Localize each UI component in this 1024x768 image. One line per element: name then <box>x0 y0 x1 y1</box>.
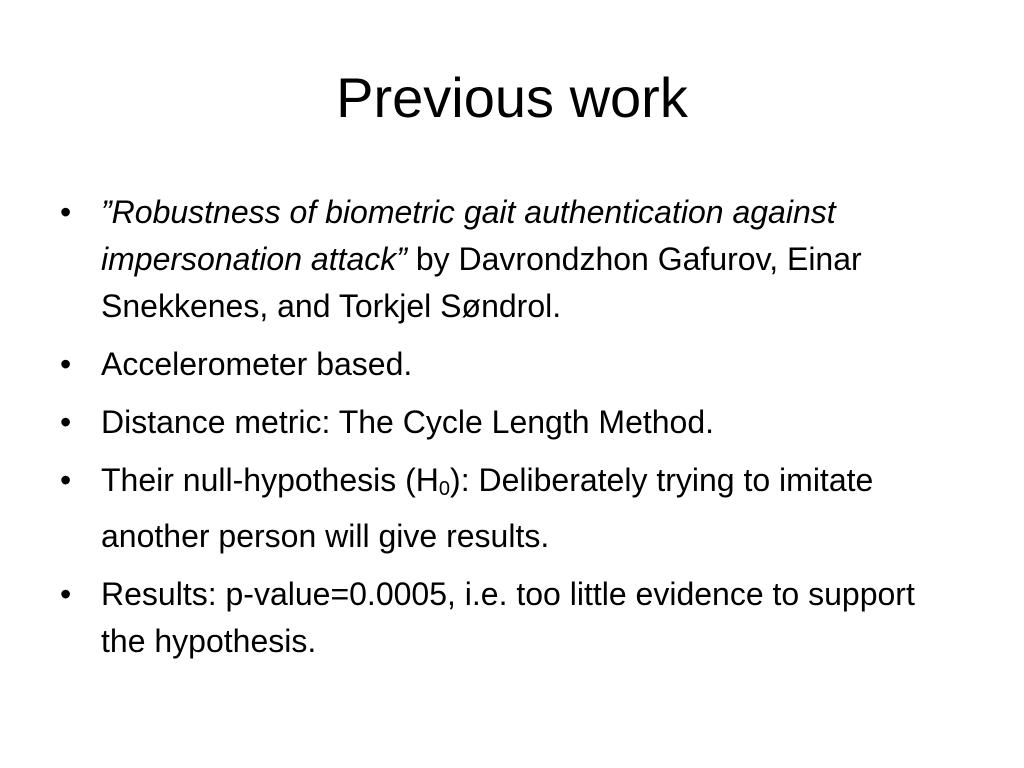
bullet-item-null-hypothesis <box>60 457 960 560</box>
paper-title: ”Robustness of biometric gait authentication against impersonation attack” <box>101 194 836 277</box>
bullet-marker: • <box>60 462 72 498</box>
hypothesis-text-before: Their null-hypothesis (H <box>101 462 439 498</box>
bullet-text: Distance metric: The Cycle Length Method. <box>101 404 715 440</box>
bullet-marker: • <box>60 404 72 440</box>
bullet-text: Accelerometer based. <box>101 346 413 382</box>
hypothesis-text-after: ): Deliberately trying to imitate another person will give results. <box>101 462 874 554</box>
bullet-list <box>60 189 960 676</box>
bullet-item-accelerometer <box>60 341 960 388</box>
hypothesis-subscript: 0 <box>438 478 451 500</box>
bullet-text: Results: p-value=0.0005, i.e. too little evidence to support the hypothesis. <box>101 576 915 659</box>
bullet-marker: • <box>60 346 72 382</box>
paper-authors: by Davrondzhon Gafurov, Einar Snekkenes, and Torkjel Søndrol. <box>101 241 862 324</box>
bullet-item-paper-reference <box>60 189 960 330</box>
bullet-marker: • <box>60 194 72 230</box>
slide-title: Previous work <box>336 66 688 129</box>
bullet-item-results <box>60 571 960 665</box>
bullet-item-distance-metric <box>60 399 960 446</box>
bullet-marker: • <box>60 576 72 612</box>
